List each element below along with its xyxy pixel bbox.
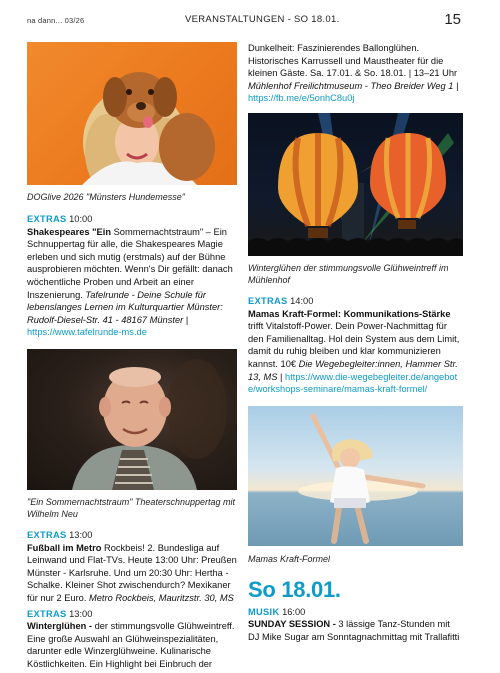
separator: | (183, 314, 189, 325)
old-man-illustration (27, 349, 237, 490)
event-shakespeare (27, 213, 237, 339)
photo-caption: DOGlive 2026 "Münsters Hundemesse" (27, 192, 185, 202)
photo-caption: "Ein Sommernachtstraum" Theaterschnuppertag mit Wilhelm Neu (27, 496, 235, 519)
event-description: 3 lässige Tanz-Stunden mit DJ Mike Sugar am Sonntagnachmittag mit Trallafitti (248, 619, 460, 642)
event-link[interactable]: https://fb.me/e/5onhC8u0j (248, 93, 355, 104)
page-number: 15 (444, 11, 461, 28)
event-time: 14:00 (290, 295, 314, 306)
separator: | (453, 80, 459, 91)
event-sunday-session (248, 606, 463, 644)
event-link[interactable]: https://www.tafelrunde-ms.de (27, 327, 147, 338)
day-heading: So 18.01. (248, 576, 341, 602)
event-category: EXTRAS (27, 529, 67, 540)
section-title: VERANSTALTUNGEN - SO 18.01. (185, 14, 340, 25)
woman-at-sea-photo (248, 406, 463, 546)
photo-caption: Winterglühen der stimmungsvolle Glühweintreff im Mühlenhof (248, 262, 449, 285)
old-man-photo (27, 349, 237, 490)
separator: | (277, 371, 286, 382)
event-title: Winterglühen - (27, 621, 92, 632)
right-column (248, 42, 463, 644)
event-title: SUNDAY SESSION - (248, 619, 336, 630)
magazine-issue: na dann... 03/26 (27, 16, 85, 25)
jumping-woman-illustration (248, 406, 463, 546)
event-description: Sommernachtstraum" – Ein Schnuppertag für alle, die Shakespeares Magie erleben und sich mutig (erstmals) auf der Bühne ausprobieren möchten. Wenn's Dir gefällt: danach wöchentliche Proben und Arbeit an einer Inszenierung. (27, 226, 233, 300)
event-title: Fußball im Metro (27, 542, 102, 553)
event-description: trifft Vitalstoff-Power. Dein Power-Nachmittag für den Familienalltag. Hol dein System aus dem Limit, damit du ruhig bleiben und klar kommunizieren kannst. 10€ (248, 321, 460, 369)
event-description: Dunkelheit: Faszinierendes Ballonglühen. Historisches Karrussell und Maustheater für die kleinen Gäste. Sa. 17.01. & So. 18.01. | 13–21 Uhr (248, 43, 458, 79)
event-description: Rockbeis! 2. Bundesliga auf Leinwand und Flat-TVs. Heute 13:00 Uhr: Preußen Münster - Karlsruhe. Und um 20:30 Uhr: Hertha - Schalke. Kleiner Shot zwischendurch? Mexikaner für nur 2 Euro. (27, 542, 237, 603)
event-time: 13:00 (69, 529, 93, 540)
event-location: Die Wegebegleiter:innen, Hammer Str. 13, MS (248, 358, 458, 382)
event-category: EXTRAS (27, 608, 67, 619)
event-description: der stimmungsvolle Glühweintreff. Eine große Auswahl an Glühweinspezialitäten, darunter edle Winzerglühweine. Kulinarische Köstlichkeiten. Ein Highlight bei Einbruch der (27, 621, 235, 669)
event-mamas-kraft-formel (248, 295, 463, 396)
dog-and-woman-photo (27, 42, 237, 185)
event-location: Mühlenhof Freilichtmuseum - Theo Breider Weg 1 (248, 80, 454, 91)
event-time: 16:00 (282, 606, 306, 617)
dog-and-woman-illustration (27, 42, 237, 185)
event-football (27, 529, 237, 605)
event-title: Mamas Kraft-Formel: Kommunikations-Stärke (248, 308, 451, 319)
event-category: MUSIK (248, 606, 280, 617)
hot-air-balloons-illustration (248, 113, 463, 256)
event-link[interactable]: https://www.die-wegebegleiter.de/angebote/workshops-seminare/mamas-kraft-formel/ (248, 371, 458, 395)
event-time: 13:00 (69, 608, 93, 619)
event-location: Metro Rockbeis, Mauritzstr. 30, MS (89, 592, 234, 603)
event-location: Tafelrunde - Deine Schule für lebenslanges Lernen im Kulturquartier Münster: Rudolf-Diesel-Str. 41 - 48167 Münster (27, 289, 223, 325)
event-title: Shakespeares "Ein (27, 226, 111, 237)
left-column (27, 42, 237, 670)
event-category: EXTRAS (27, 214, 67, 224)
event-time: 10:00 (69, 214, 93, 224)
event-category: EXTRAS (248, 295, 288, 306)
page-header (27, 10, 473, 32)
event-winterglühen-continued (248, 42, 463, 105)
balloon-glow-photo (248, 113, 463, 256)
event-winterglühen (27, 608, 237, 671)
photo-caption: Mamas Kraft-Formel (248, 553, 331, 564)
